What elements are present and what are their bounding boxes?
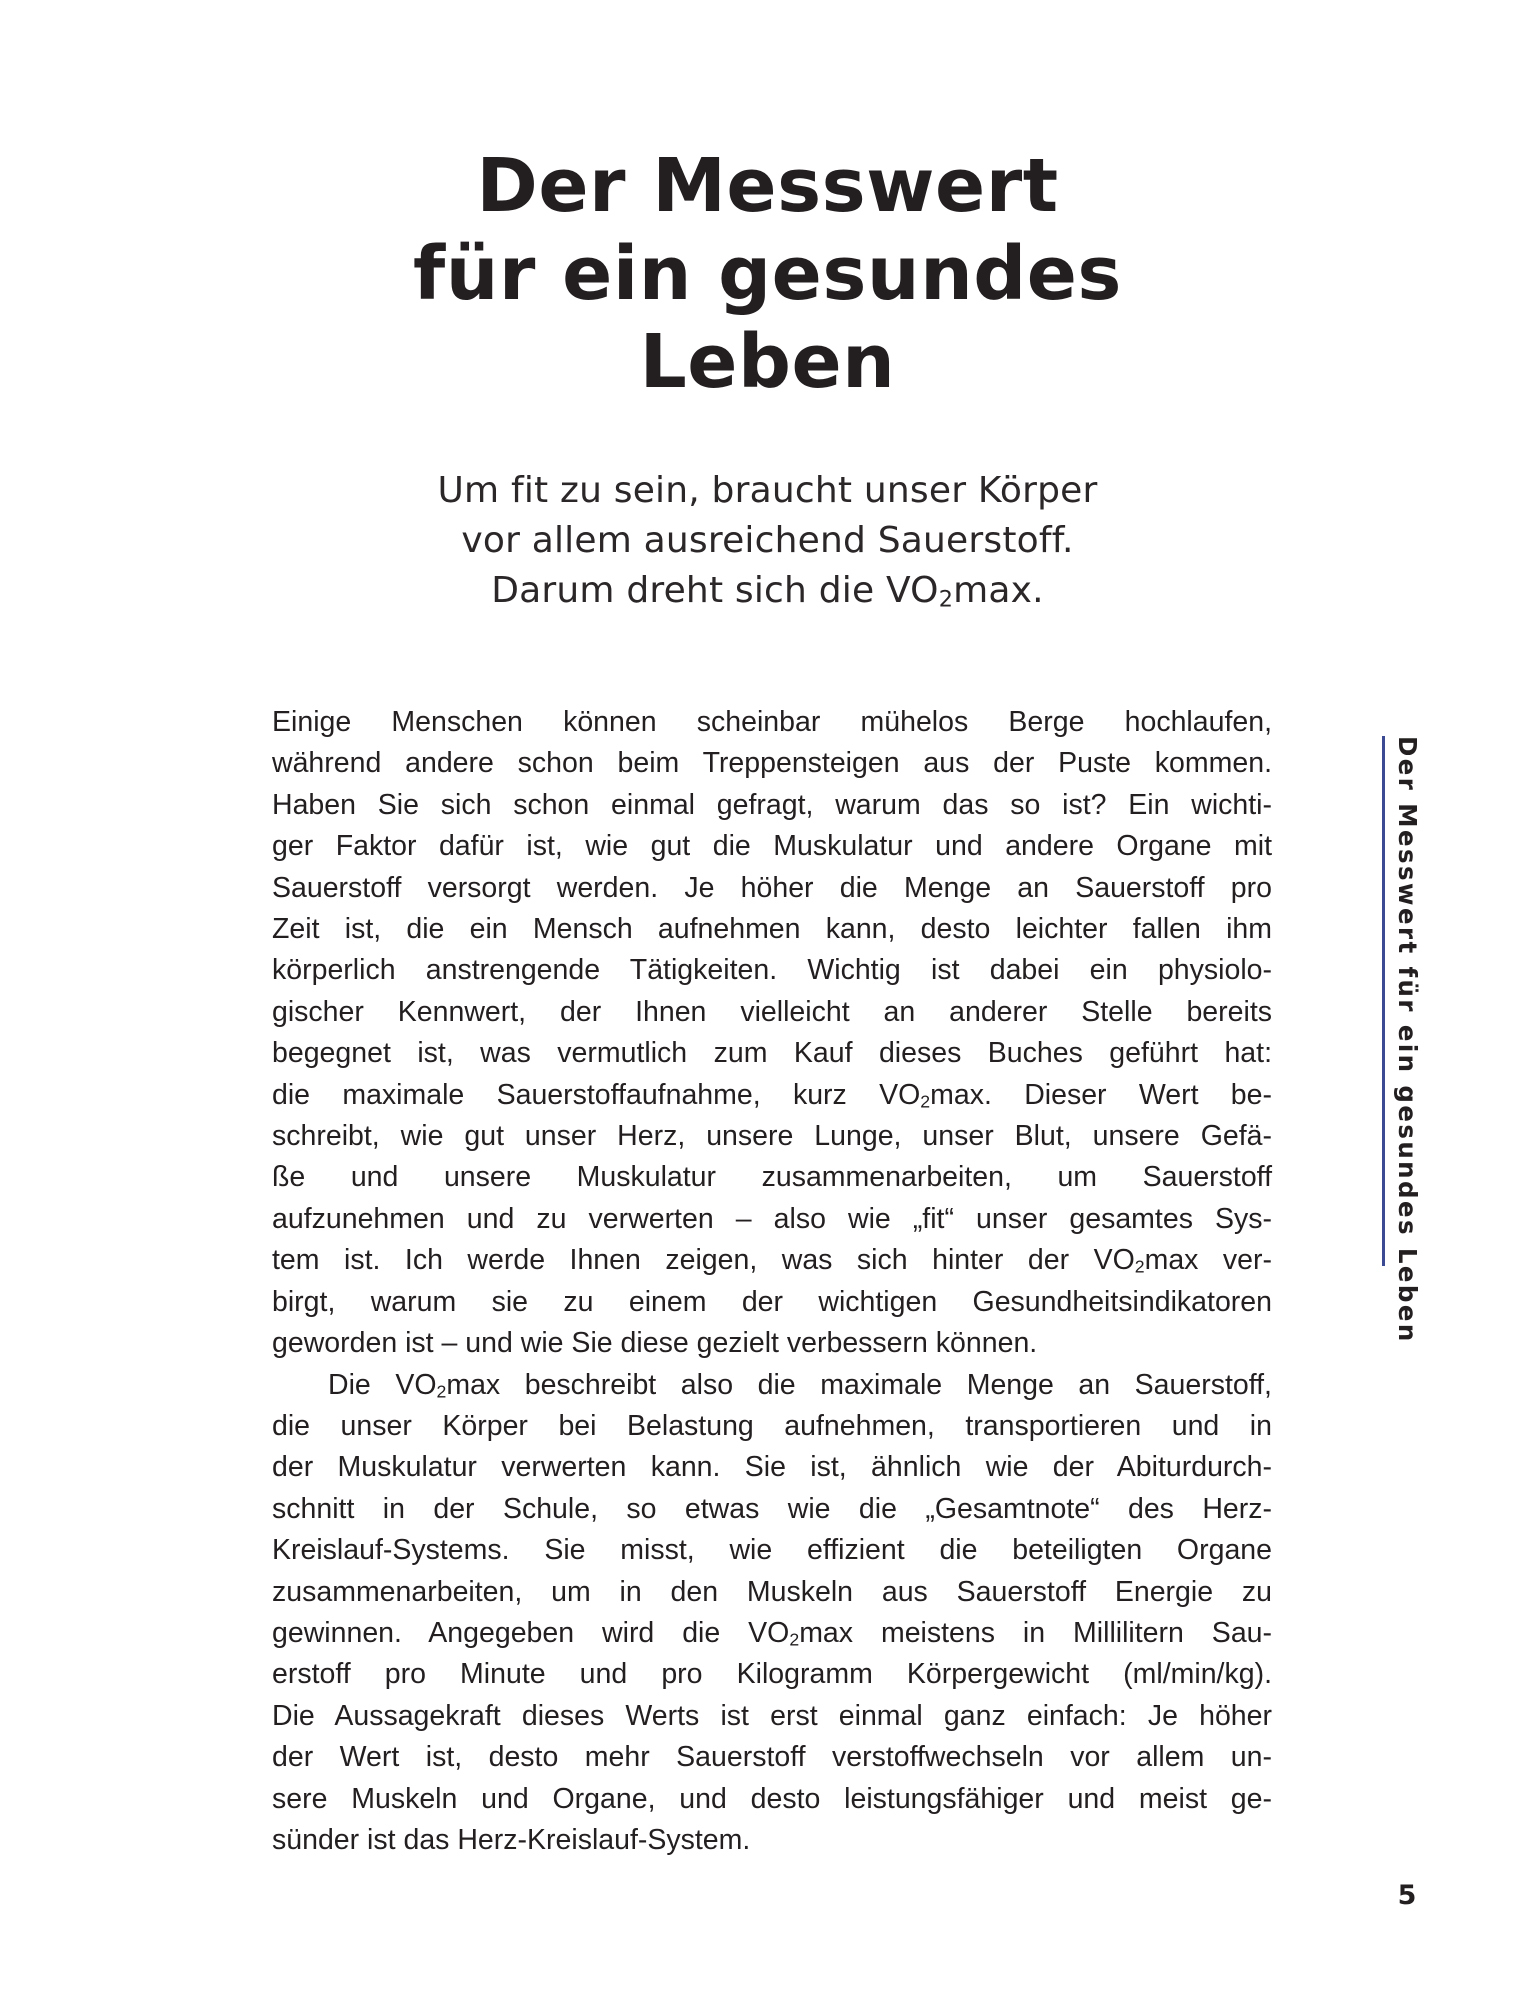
running-header-tab bbox=[1382, 736, 1428, 1344]
text-line: während andere schon beim Treppensteigen aus der Puste kommen. bbox=[272, 747, 1272, 780]
text-line: Kreislauf-Systems. Sie misst, wie effizient die beteiligten Organe bbox=[272, 1534, 1272, 1567]
subscript: 2 bbox=[938, 586, 954, 613]
subtitle-line: vor allem ausreichend Sauerstoff. bbox=[461, 520, 1074, 561]
text-line: Sauerstoff versorgt werden. Je höher die Menge an Sauerstoff pro bbox=[272, 871, 1272, 904]
subtitle-text: max. bbox=[953, 570, 1044, 611]
subscript: 2 bbox=[920, 1091, 931, 1112]
chapter-title bbox=[0, 142, 1535, 406]
text-line: schreibt, wie gut unser Herz, unsere Lunge, unser Blut, unsere Gefä- bbox=[272, 1120, 1272, 1153]
text-line: sünder ist das Herz-Kreislauf-System. bbox=[272, 1823, 751, 1856]
chapter-title-line: Der Messwert bbox=[476, 143, 1059, 229]
subscript: 2 bbox=[1134, 1256, 1145, 1277]
text-line: birgt, warum sie zu einem der wichtigen Gesundheitsindikatoren bbox=[272, 1285, 1272, 1318]
chapter-subtitle bbox=[0, 466, 1535, 616]
text-segment: max beschreibt also die maximale Menge an Sauerstoff, bbox=[446, 1368, 1272, 1401]
text-line: aufzunehmen und zu verwerten – also wie „fit“ unser gesamtes Sys- bbox=[272, 1202, 1272, 1235]
text-line: Zeit ist, die ein Mensch aufnehmen kann, desto leichter fallen ihm bbox=[272, 913, 1272, 946]
paragraph-1 bbox=[272, 702, 1272, 1365]
paragraph-2 bbox=[272, 1365, 1272, 1862]
body-text bbox=[272, 702, 1272, 1861]
text-line: geworden ist – und wie Sie diese gezielt verbessern können. bbox=[272, 1327, 1038, 1360]
text-line: zusammenarbeiten, um in den Muskeln aus Sauerstoff Energie zu bbox=[272, 1575, 1272, 1608]
text-line: begegnet ist, was vermutlich zum Kauf dieses Buches geführt hat: bbox=[272, 1037, 1272, 1070]
chapter-title-line: Leben bbox=[639, 319, 896, 405]
text-line: erstoff pro Minute und pro Kilogramm Körpergewicht (ml/min/kg). bbox=[272, 1658, 1272, 1691]
text-segment: max ver- bbox=[1144, 1244, 1273, 1277]
text-segment: Die VO bbox=[328, 1368, 437, 1401]
subscript: 2 bbox=[436, 1381, 447, 1402]
text-line: der Muskulatur verwerten kann. Sie ist, ähnlich wie der Abiturdurch- bbox=[272, 1451, 1272, 1484]
text-line: ger Faktor dafür ist, wie gut die Muskulatur und andere Organe mit bbox=[272, 830, 1272, 863]
subtitle-line: Um fit zu sein, braucht unser Körper bbox=[437, 470, 1098, 511]
text-line: Einige Menschen können scheinbar mühelos Berge hochlaufen, bbox=[272, 706, 1272, 738]
chapter-title-line: für ein gesundes bbox=[413, 231, 1122, 317]
text-line bbox=[272, 1240, 1272, 1281]
running-header-label: Der Messwert für ein gesundes Leben bbox=[1393, 736, 1422, 1344]
text-segment: tem ist. Ich werde Ihnen zeigen, was sich hinter der VO bbox=[272, 1244, 1135, 1277]
text-segment: die maximale Sauerstoffaufnahme, kurz VO bbox=[272, 1078, 921, 1111]
text-segment: max. Dieser Wert be- bbox=[930, 1078, 1272, 1111]
subtitle-text: Darum dreht sich die VO bbox=[491, 570, 939, 611]
subscript: 2 bbox=[789, 1629, 800, 1650]
text-line: gischer Kennwert, der Ihnen vielleicht an anderer Stelle bereits bbox=[272, 995, 1272, 1028]
text-line: sere Muskeln und Organe, und desto leistungsfähiger und meist ge- bbox=[272, 1782, 1272, 1815]
subtitle-line bbox=[0, 566, 1535, 616]
text-segment: max meistens in Millilitern Sau- bbox=[799, 1616, 1273, 1649]
text-line: schnitt in der Schule, so etwas wie die „Gesamtnote“ des Herz- bbox=[272, 1492, 1272, 1525]
text-line: Die Aussagekraft dieses Werts ist erst einmal ganz einfach: Je höher bbox=[272, 1699, 1272, 1732]
text-line: körperlich anstrengende Tätigkeiten. Wichtig ist dabei ein physiolo- bbox=[272, 954, 1272, 987]
text-line bbox=[272, 1075, 1272, 1116]
text-line bbox=[272, 1365, 1272, 1406]
page-number: 5 bbox=[1397, 1880, 1417, 1911]
text-line: Haben Sie sich schon einmal gefragt, warum das so ist? Ein wichti- bbox=[272, 788, 1272, 821]
text-line: ße und unsere Muskulatur zusammenarbeiten, um Sauerstoff bbox=[272, 1161, 1272, 1194]
text-line bbox=[272, 1613, 1272, 1654]
text-line: die unser Körper bei Belastung aufnehmen, transportieren und in bbox=[272, 1409, 1272, 1442]
text-segment: gewinnen. Angegeben wird die VO bbox=[272, 1616, 790, 1649]
text-line: der Wert ist, desto mehr Sauerstoff verstoffwechseln vor allem un- bbox=[272, 1741, 1272, 1774]
